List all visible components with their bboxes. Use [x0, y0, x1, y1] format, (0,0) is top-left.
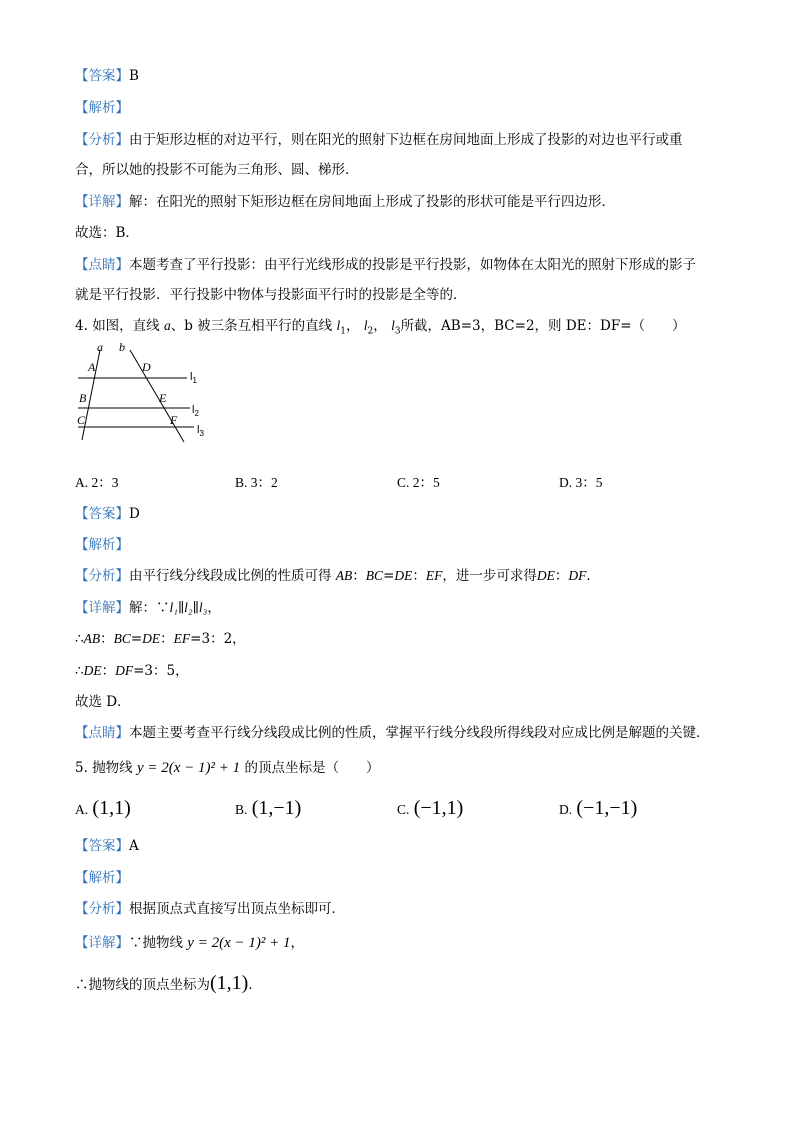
q5-formula: y = 2(x − 1)² + 1: [136, 760, 241, 776]
q3-detail-line: 【详解】解：在阳光的照射下矩形边框在房间地面上形成了投影的形状可能是平行四边形．: [75, 194, 615, 210]
q4-step1-line: ∴AB：BC=DE：EF=3：2，: [75, 631, 246, 647]
parallel-lines-figure: [72, 340, 212, 445]
label-B: B: [79, 391, 87, 405]
q5-fenxi-line: 【分析】根据顶点式直接写出顶点坐标即可．: [75, 901, 345, 917]
label-b: b: [119, 340, 125, 354]
q4-choose-line: 故选 D．: [75, 694, 131, 710]
label-D: D: [142, 360, 151, 374]
q5-option-c[interactable]: C. (−1,1): [397, 797, 464, 819]
q4-step2-line: ∴DE：DF=3：5，: [75, 663, 189, 679]
label-A: A: [88, 360, 96, 374]
q5-answer-line: 【答案】A: [75, 838, 139, 854]
q4-analysis-tag: 【解析】: [75, 537, 129, 553]
question-number: 4.: [75, 318, 88, 334]
q3-choose-line: 故选：B．: [75, 225, 139, 241]
line-b: [130, 350, 184, 442]
q4-comment-line: 【点睛】本题主要考查平行线分线段成比例的性质，掌握平行线分线段所得线段对应成比例是解题的关键．: [75, 725, 710, 741]
label-l3: $l_3$: [197, 424, 204, 438]
answer-tag: 【答案】: [75, 68, 129, 84]
label-C: C: [77, 413, 86, 427]
label-E: E: [159, 391, 167, 405]
q5-detail-line: 【详解】∵抛物线 y = 2(x − 1)² + 1，: [75, 935, 304, 951]
q3-analysis-tag: 【解析】: [75, 100, 129, 116]
q3-answer-line: [75, 66, 139, 86]
q4-fenxi-line: 【分析】由平行线分线段成比例的性质可得 AB：BC=DE：EF，进一步可求得DE：DF．: [75, 568, 600, 584]
label-l2: $l_2$: [192, 404, 199, 418]
answer-value: B: [129, 68, 139, 84]
q5-result-line: ∴抛物线的顶点坐标为(1,1)．: [75, 972, 262, 994]
q3-comment-line1: 【点睛】本题考查了平行投影：由平行光线形成的投影是平行投影，如物体在太阳光的照射下形成的影子: [75, 257, 696, 273]
q4-option-a[interactable]: A. 2：3: [75, 475, 119, 490]
fenxi-tag: 【分析】: [75, 132, 129, 148]
q3-fenxi-line2: 合，所以她的投影不可能为三角形、圆、梯形．: [75, 162, 359, 178]
q5-option-d[interactable]: D. (−1,−1): [559, 797, 638, 819]
label-l1: $l_1$: [190, 371, 197, 385]
q5-option-b[interactable]: B. (1,−1): [235, 797, 302, 819]
comment-tag: 【点睛】: [75, 257, 129, 273]
q4-answer-line: 【答案】D: [75, 506, 140, 522]
q5-analysis-tag: 【解析】: [75, 870, 129, 886]
q4-option-c[interactable]: C. 2：5: [397, 475, 440, 490]
q3-comment-line2: 就是平行投影．平行投影中物体与投影面平行时的投影是全等的．: [75, 287, 467, 303]
q4-detail-line: 【详解】解：∵l₁∥l₂∥l₃，: [75, 600, 221, 616]
label-F: F: [170, 413, 178, 427]
q4-stem: 4. 如图，直线 a、b 被三条互相平行的直线 $l_1$， $l_2$， $l_3$所截，AB=3，BC=2，则 DE：DF=（ ）: [75, 318, 686, 337]
q5-option-a[interactable]: A. (1,1): [75, 797, 131, 819]
label-a: a: [97, 340, 103, 354]
q3-fenxi-line1: 【分析】由于矩形边框的对边平行，则在阳光的照射下边框在房间地面上形成了投影的对边也平行或重: [75, 132, 683, 148]
q4-option-d[interactable]: D. 3：5: [559, 475, 603, 490]
q5-stem: 5. 抛物线 y = 2(x − 1)² + 1 的顶点坐标是（ ）: [75, 760, 380, 776]
detail-tag: 【详解】: [75, 194, 129, 210]
q4-option-b[interactable]: B. 3：2: [235, 475, 278, 490]
